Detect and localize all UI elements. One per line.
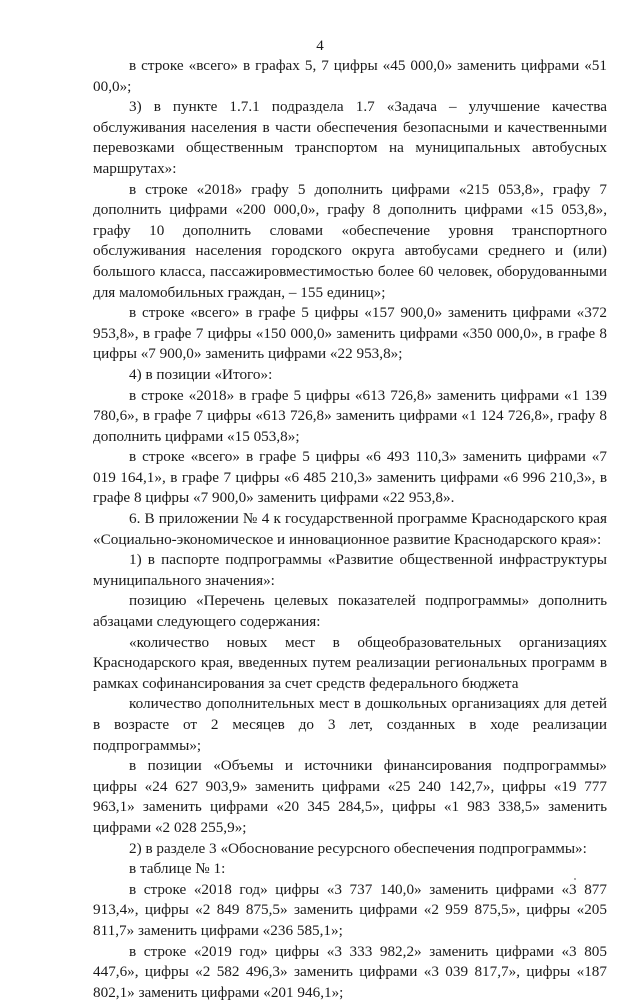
paragraph: в строке «всего» в графах 5, 7 цифры «45 000,0» заменить цифрами «51 00,0»;: [93, 57, 607, 95]
paragraph: 6. В приложении № 4 к государственной программе Краснодарского края «Социально-экономическое и инновационное развитие Краснодарского края»:: [93, 510, 607, 548]
paragraph: в строке «всего» в графе 5 цифры «6 493 110,3» заменить цифрами «7 019 164,1», в графе 7 цифры «6 485 210,3» заменить цифрами «6 996 210,3», в графе 8 цифры «7 900,0» заменить цифрами «22 953,8».: [93, 448, 607, 507]
paragraph: в строке «2018 год» цифры «3 737 140,0» заменить цифрами «3 877 913,4», цифры «2 849 875,5» заменить цифрами «2 959 875,5», цифры «205 811,7» заменить цифрами «236 585,1»;: [93, 880, 607, 939]
paragraph: в строке «2018» в графе 5 цифры «613 726,8» заменить цифрами «1 139 780,6», в графе 7 цифры «613 726,8» заменить цифрами «1 124 726,8», графу 8 дополнить цифрами «15 053,8»;: [93, 386, 607, 445]
paragraph: в позиции «Объемы и источники финансирования подпрограммы» цифры «24 627 903,9» заменить цифрами «25 240 142,7», цифры «19 777 963,1» заменить цифрами «20 345 284,5», цифры «1 983 338,5» заменить цифрами «2 028 255,9»;: [93, 757, 607, 836]
paragraph: 3) в пункте 1.7.1 подраздела 1.7 «Задача – улучшение качества обслуживания населения в части обеспечения безопасными и качественными перевозками общественным транспортом на муниципальных автобусных маршрутах»:: [93, 98, 607, 177]
paragraph: в строке «2018» графу 5 дополнить цифрами «215 053,8», графу 7 дополнить цифрами «200 000,0», графу 8 дополнить цифрами «15 053,8», графу 10 дополнить словами «обеспечение уровня транспортного обслуживания населения городского округа автобусами среднего и (или) большого класса, пассажировместимостью более 60 человек, оборудованными для маломобильных граждан, – 155 единиц»;: [93, 180, 607, 301]
paragraph: в строке «2019 год» цифры «3 333 982,2» заменить цифрами «3 805 447,6», цифры «2 582 496,3» заменить цифрами «3 039 817,7», цифры «187 802,1» заменить цифрами «201 946,1»;: [93, 942, 607, 1001]
page-number: 4: [316, 38, 324, 54]
paragraph: «количество новых мест в общеобразовательных организациях Краснодарского края, введенных путем реализации региональных программ в рамках софинансирования за счет средств федерального бюджета: [93, 633, 607, 692]
paragraph: в строке «всего» в графе 5 цифры «157 900,0» заменить цифрами «372 953,8», в графе 7 цифры «150 000,0» заменить цифрами «350 000,0», в графе 8 цифры «7 900,0» заменить цифрами «22 953,8»;: [93, 304, 607, 363]
paragraph: 1) в паспорте подпрограммы «Развитие общественной инфраструктуры муниципального значения»:: [93, 551, 607, 589]
scan-speck: [574, 878, 576, 880]
paragraph: 2) в разделе 3 «Обоснование ресурсного обеспечения подпрограммы»:: [129, 839, 587, 857]
paragraph: в таблице № 1:: [129, 860, 226, 878]
document-body: [93, 56, 607, 1003]
paragraph: 4) в позиции «Итого»:: [129, 365, 273, 383]
paragraph: количество дополнительных мест в дошкольных организациях для детей в возрасте от 2 месяцев до 3 лет, созданных в ходе реализации подпрограммы»;: [93, 695, 607, 754]
paragraph: позицию «Перечень целевых показателей подпрограммы» дополнить абзацами следующего содержания:: [93, 592, 607, 631]
